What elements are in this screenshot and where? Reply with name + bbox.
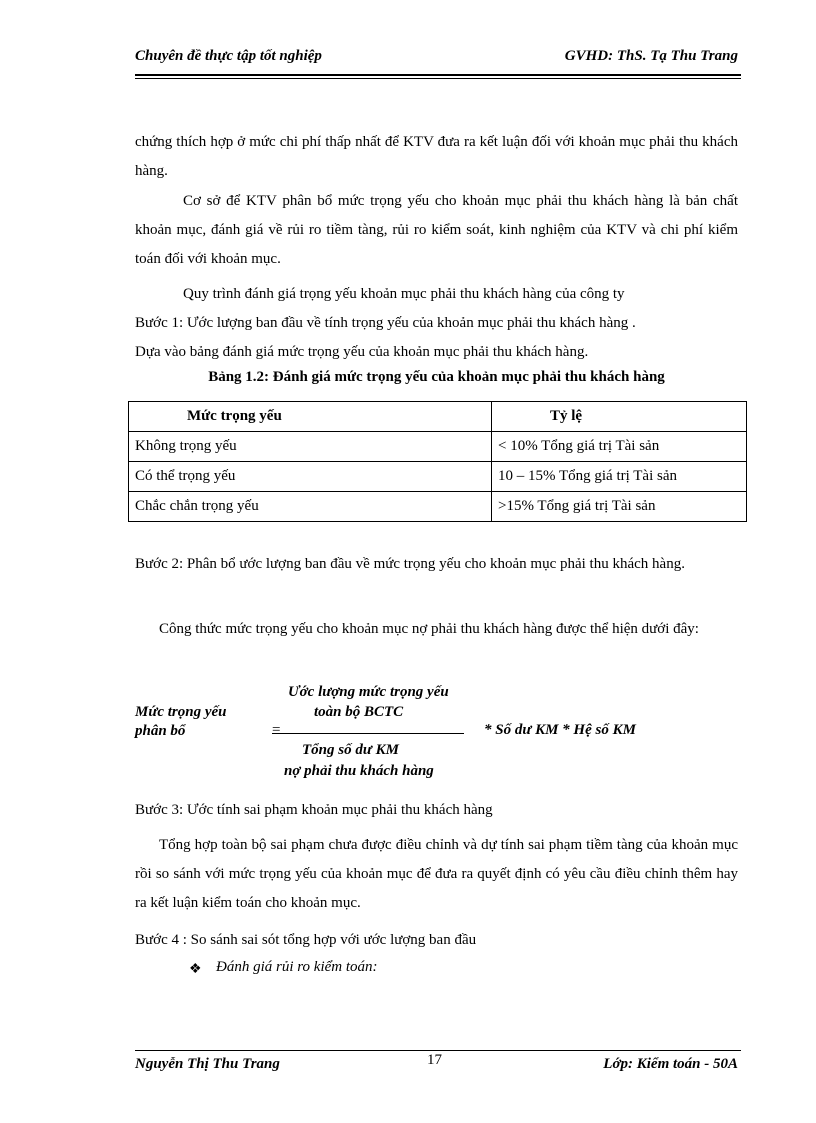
table-cell: Không trọng yếu <box>129 432 492 462</box>
footer-rule <box>135 1050 741 1051</box>
table-row <box>129 462 747 492</box>
paragraph-9: Tổng hợp toàn bộ sai phạm chưa được điều chỉnh và dự tính sai phạm tiềm tàng của khoản mục rồi so sánh với mức trọng yếu của khoản mục để đưa ra quyết định có yêu cầu điều chỉnh thêm hay ra kết luận kiểm toán cho khoản mục. <box>135 837 738 911</box>
table-header-ratio: Tỷ lệ <box>492 402 747 432</box>
table-header-row <box>129 402 747 432</box>
table-cell: Có thể trọng yếu <box>129 462 492 492</box>
formula-lhs-line1: Mức trọng yếu <box>135 704 227 720</box>
formula-numerator-line1: Ước lượng mức trọng yếu <box>288 684 449 700</box>
table-row <box>129 492 747 522</box>
fraction-bar <box>272 733 464 734</box>
formula-numerator-line2: toàn bộ BCTC <box>314 704 404 720</box>
paragraph-3: Quy trình đánh giá trọng yếu khoản mục phải thu khách hàng của công ty <box>183 286 625 302</box>
formula-equals: = <box>272 722 281 738</box>
table-caption: Bảng 1.2: Đánh giá mức trọng yếu của khoản mục phải thu khách hàng <box>208 369 665 385</box>
header-title: Chuyên đề thực tập tốt nghiệp <box>135 48 322 64</box>
formula-rhs: * Số dư KM * Hệ số KM <box>484 722 636 738</box>
step-1: Bước 1: Ước lượng ban đầu về tính trọng yếu của khoản mục phải thu khách hàng . <box>135 315 636 331</box>
materiality-table <box>128 401 747 522</box>
table-cell: 10 – 15% Tổng giá trị Tài sản <box>492 462 747 492</box>
table-cell: Chắc chắn trọng yếu <box>129 492 492 522</box>
paragraph-7: Công thức mức trọng yếu cho khoản mục nợ phải thu khách hàng được thể hiện dưới đây: <box>159 621 699 637</box>
step-2: Bước 2: Phân bổ ước lượng ban đầu về mức trọng yếu cho khoản mục phải thu khách hàng. <box>135 556 685 572</box>
table-header-level: Mức trọng yếu <box>129 402 492 432</box>
paragraph-1: chứng thích hợp ở mức chi phí thấp nhất để KTV đưa ra kết luận đối với khoản mục phải thu khách hàng. <box>135 134 738 179</box>
header-rule <box>135 74 741 79</box>
table-cell: >15% Tổng giá trị Tài sản <box>492 492 747 522</box>
footer-class: Lớp: Kiểm toán - 50A <box>603 1056 738 1072</box>
footer-author: Nguyễn Thị Thu Trang <box>135 1056 280 1072</box>
table-cell: < 10% Tổng giá trị Tài sản <box>492 432 747 462</box>
diamond-bullet-icon: ❖ <box>189 962 202 977</box>
bullet-heading: Đánh giá rủi ro kiểm toán: <box>216 959 378 975</box>
paragraph-2: Cơ sở để KTV phân bổ mức trọng yếu cho khoản mục phải thu khách hàng là bản chất khoản mục, đánh giá về rủi ro tiềm tàng, rủi ro kiểm soát, kinh nghiệm của KTV và chi phí kiểm toán đối với khoản mục. <box>135 193 738 267</box>
step-3: Bước 3: Ước tính sai phạm khoản mục phải thu khách hàng <box>135 802 493 818</box>
header-advisor: GVHD: ThS. Tạ Thu Trang <box>564 48 738 64</box>
page-number: 17 <box>427 1052 442 1068</box>
formula-denominator-line1: Tổng số dư KM <box>302 742 399 758</box>
page-header <box>135 48 738 70</box>
step-4: Bước 4 : So sánh sai sót tổng hợp với ước lượng ban đầu <box>135 932 477 948</box>
formula-lhs-line2: phân bổ <box>135 723 186 739</box>
formula-denominator-line2: nợ phải thu khách hàng <box>284 763 434 779</box>
table-row <box>129 432 747 462</box>
paragraph-5: Dựa vào bảng đánh giá mức trọng yếu của khoản mục phải thu khách hàng. <box>135 344 589 360</box>
